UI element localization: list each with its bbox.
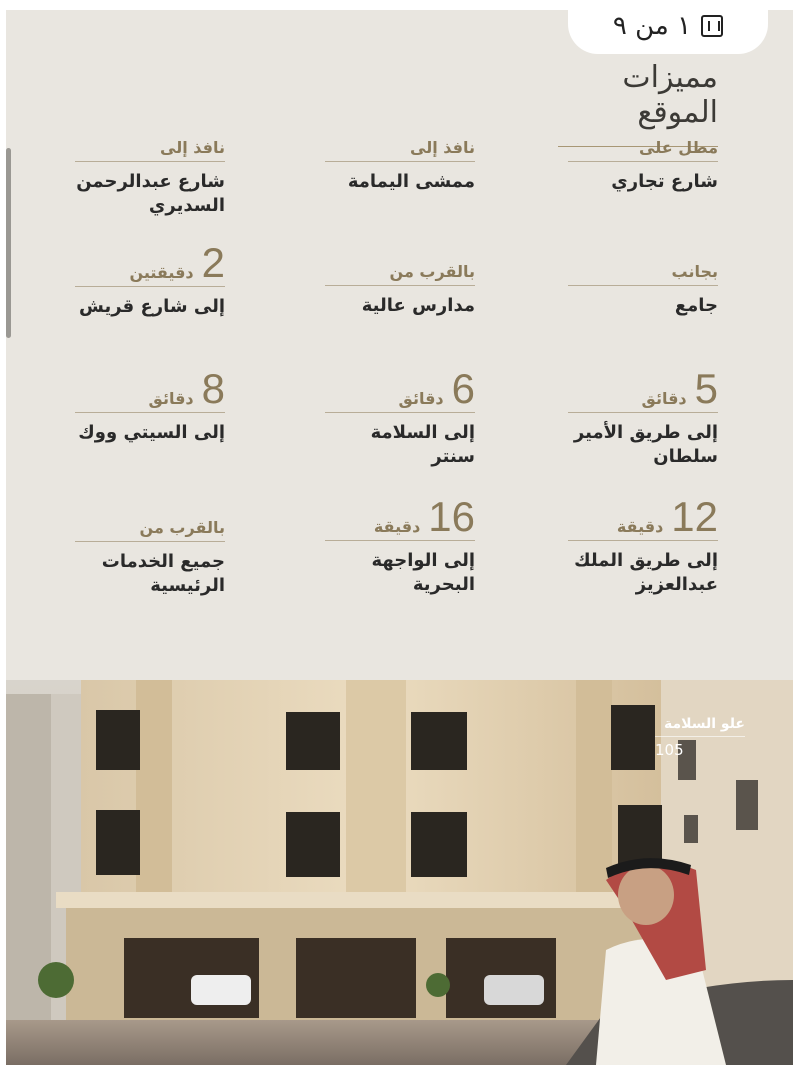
feature-item	[75, 518, 225, 598]
section-title: مميزات الموقع	[558, 60, 718, 147]
feature-value: جميع الخدمات الرئيسية	[101, 551, 225, 596]
building-photo[interactable]	[6, 680, 793, 1065]
image-pager[interactable]	[568, 0, 768, 54]
feature-value: مدارس عالية	[361, 295, 475, 316]
feature-label: دقيقة	[373, 517, 421, 536]
feature-item	[75, 138, 225, 218]
feature-value: ممشى اليمامة	[347, 171, 475, 192]
feature-item	[325, 262, 475, 318]
feature-item	[75, 239, 225, 319]
feature-item	[568, 493, 718, 597]
feature-item	[568, 365, 718, 469]
feature-value: إلى طريق الملك عبدالعزيز	[574, 550, 718, 595]
feature-label: نافذ إلى	[410, 138, 475, 157]
feature-label: دقائق	[398, 389, 444, 408]
building-name: علو السلامة	[655, 716, 745, 737]
feature-label: نافذ إلى	[160, 138, 225, 157]
feature-number: 5	[694, 365, 718, 412]
feature-value: إلى الواجهة البحرية	[371, 550, 475, 595]
feature-item	[568, 138, 718, 194]
feature-label: بالقرب من	[139, 518, 225, 537]
feature-value: إلى السلامة سنتر	[370, 422, 475, 467]
feature-number: 12	[671, 493, 718, 540]
feature-label: دقائق	[148, 389, 194, 408]
pager-label: ١ من ٩	[612, 11, 692, 41]
feature-label: بالقرب من	[389, 262, 475, 281]
feature-label: مطل على	[639, 138, 718, 157]
feature-value: إلى طريق الأمير سلطان	[573, 422, 718, 467]
feature-value: إلى السيتي ووك	[78, 422, 225, 443]
feature-item	[568, 262, 718, 318]
feature-number: 16	[428, 493, 475, 540]
gallery-icon	[701, 15, 723, 37]
location-features-panel	[6, 10, 793, 680]
feature-value: شارع عبدالرحمن السديري	[76, 171, 225, 216]
feature-value: جامع	[674, 295, 718, 316]
feature-value: شارع تجاري	[611, 171, 718, 192]
building-number: 105	[655, 741, 684, 759]
feature-item	[325, 138, 475, 194]
feature-value: إلى شارع قريش	[79, 296, 225, 317]
feature-label: دقيقتين	[129, 263, 194, 282]
feature-item	[325, 365, 475, 469]
feature-number: 6	[451, 365, 475, 412]
feature-number: 8	[201, 365, 225, 412]
feature-label: بجانب	[671, 262, 718, 281]
building-tag	[655, 716, 745, 759]
scroll-indicator[interactable]	[6, 148, 11, 338]
feature-number: 2	[201, 239, 225, 286]
feature-item	[325, 493, 475, 597]
feature-item	[75, 365, 225, 445]
feature-label: دقائق	[641, 389, 687, 408]
feature-label: دقيقة	[616, 517, 664, 536]
